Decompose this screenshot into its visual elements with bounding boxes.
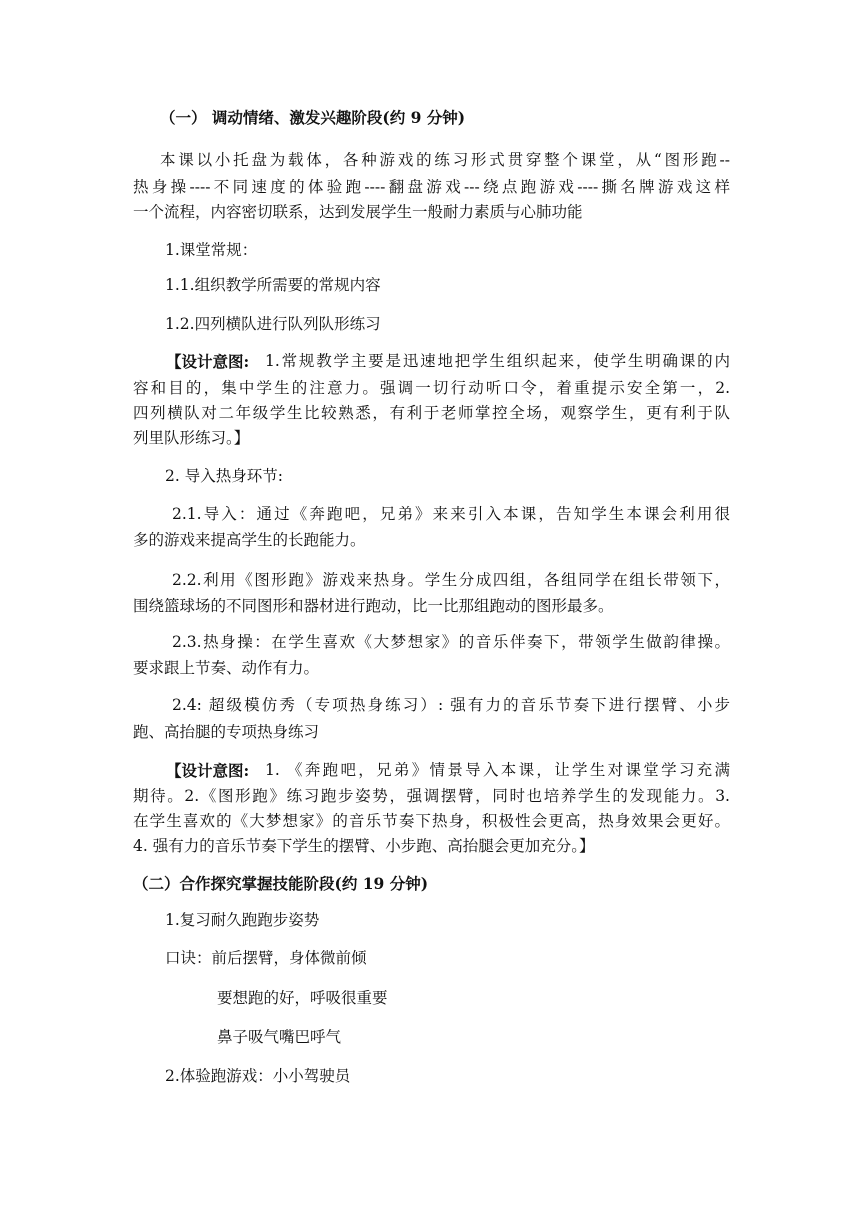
item-2-4-line-2: 跑、高抬腿的专项热身练习 [133,723,320,741]
item-1-class-routine: 1.课堂常规： [165,241,258,259]
section-1-heading: （一） 调动情绪、激发兴趣阶段(约 9 分钟) [160,108,466,127]
design-intent-1-label: 【设计意图: [166,352,250,371]
section-2-item-1: 1.复习耐久跑跑步姿势 [165,911,320,929]
design-intent-2-line-2: 期待。2.《图形跑》练习跑步姿势，强调摆臂，同时也培养学生的发现能力。3. [133,787,730,805]
design-intent-2-label: 【设计意图: [166,761,250,780]
intro-line-1: 本课以小托盘为载体，各种游戏的练习形式贯穿整个课堂，从“图形跑-- [160,151,730,169]
rhyme-line-1: 口诀：前后摆臂，身体微前倾 [165,949,367,967]
item-2-2-line-1: 2.2.利用《图形跑》游戏来热身。学生分成四组，各组同学在组长带领下， [172,571,730,589]
item-2-3-line-1: 2.3.热身操：在学生喜欢《大梦想家》的音乐伴奏下，带领学生做韵律操。 [172,633,730,651]
item-2-3-line-2: 要求跟上节奏、动作有力。 [133,659,320,677]
item-1-1: 1.1.组织教学所需要的常规内容 [165,276,381,294]
design-intent-1-line-2: 容和目的，集中学生的注意力。强调一切行动听口令，着重提示安全第一，2. [133,379,730,397]
intro-line-3: 一个流程，内容密切联系，达到发展学生一般耐力素质与心肺功能 [133,203,583,221]
item-2-2-line-2: 围绕篮球场的不同图形和器材进行跑动，比一比那组跑动的图形最多。 [133,597,614,615]
section-2-item-2: 2.体验跑游戏：小小驾驶员 [165,1067,351,1085]
section-2-heading: （二）合作探究掌握技能阶段(约 19 分钟) [133,874,429,893]
design-intent-2-line-3: 在学生喜欢的《大梦想家》的音乐节奏下热身，积极性会更高，热身效果会更好。 [133,812,730,830]
item-2-warmup: 2. 导入热身环节: [165,467,283,485]
design-intent-1-line-1: 1.常规教学主要是迅速地把学生组织起来，使学生明确课的内 [265,352,730,370]
item-2-1-line-2: 多的游戏来提高学生的长跑能力。 [133,531,366,549]
design-intent-1-line-4: 列里队形练习。】 [133,429,250,447]
intro-line-2: 热身操----不同速度的体验跑----翻盘游戏---绕点跑游戏----撕名牌游戏这样 [133,178,730,196]
design-intent-1-line-3: 四列横队对二年级学生比较熟悉，有利于老师掌控全场，观察学生，更有利于队 [133,404,730,422]
item-1-2: 1.2.四列横队进行队列队形练习 [165,315,381,333]
rhyme-line-2: 要想跑的好，呼吸很重要 [217,989,388,1007]
item-2-4-line-1: 2.4: 超级模仿秀（专项热身练习）: 强有力的音乐节奏下进行摆臂、小步 [172,696,730,714]
design-intent-2-line-4: 4. 强有力的音乐节奏下学生的摆臂、小步跑、高抬腿会更加充分。】 [133,837,595,855]
rhyme-line-3: 鼻子吸气嘴巴呼气 [217,1028,342,1046]
item-2-1-line-1: 2.1.导入：通过《奔跑吧，兄弟》来来引入本课，告知学生本课会利用很 [172,505,730,523]
design-intent-2-line-1: 1. 《奔跑吧，兄弟》情景导入本课，让学生对课堂学习充满 [265,761,730,779]
